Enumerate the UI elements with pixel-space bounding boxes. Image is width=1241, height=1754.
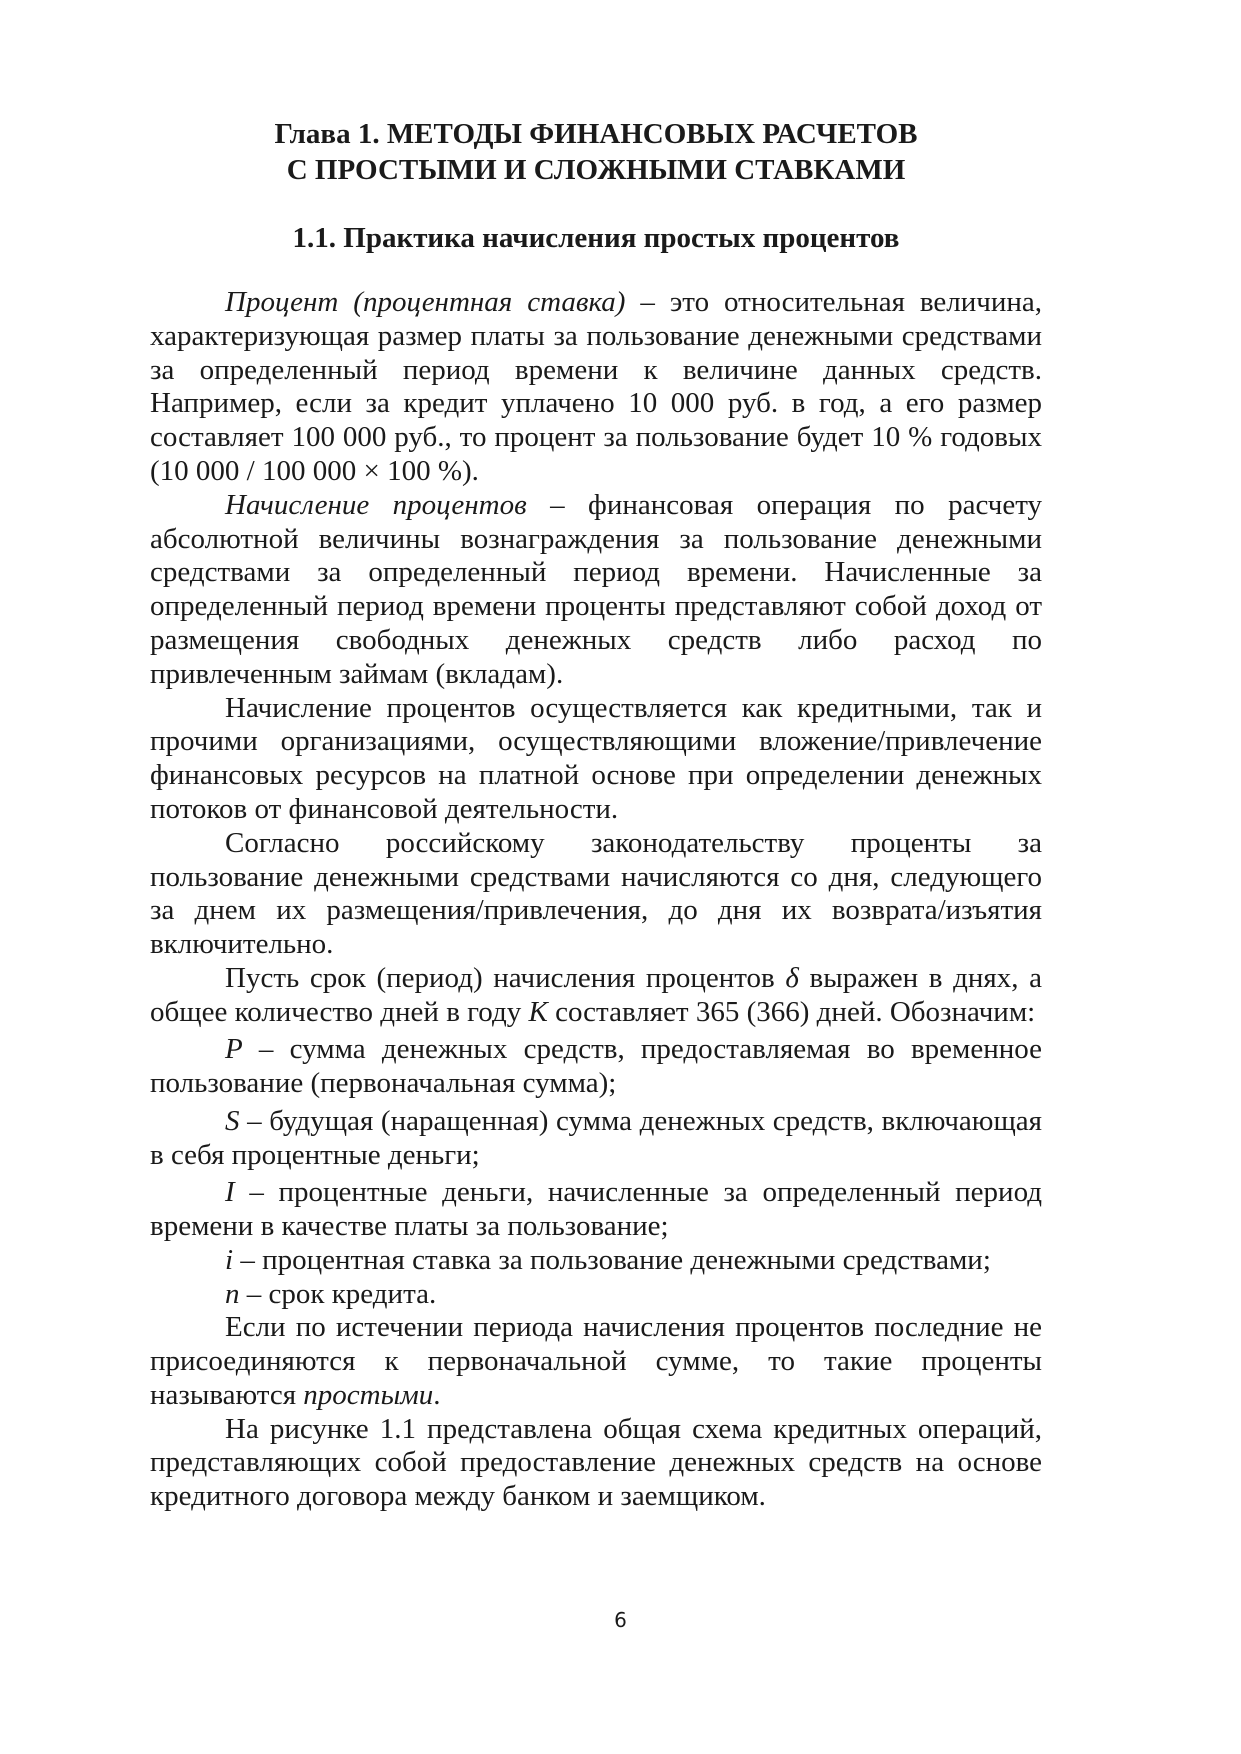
paragraph-percent-definition [150,286,1042,489]
paragraph-notation-intro [150,962,1042,1030]
definition-text: – будущая (наращенная) сумма денежных средств, включающая в себя процентные деньги; [150,1104,1042,1171]
term-accrual: Начисление процентов [225,488,527,521]
paragraph-text: составляет 365 (366) дней. Обозначим: [547,995,1036,1028]
body-text [150,286,1042,1514]
paragraph-accrual-definition [150,489,1042,692]
symbol-delta: δ [785,961,799,994]
definition-s [150,1105,1042,1173]
symbol-n: n [225,1277,240,1310]
definition-text: – срок кредита. [239,1277,437,1310]
chapter-title-line-1: Глава 1. МЕТОДЫ ФИНАНСОВЫХ РАСЧЕТОВ [274,118,918,150]
chapter-title-line-2: С ПРОСТЫМИ И СЛОЖНЫМИ СТАВКАМИ [286,154,906,186]
paragraph-text: Если по истечении периода начисления процентов последние не присоединяются к первоначальной сумме, то такие проценты называются [150,1311,1042,1411]
definition-text: – процентная ставка за пользование денежными средствами; [233,1243,991,1276]
symbol-k: K [528,995,548,1028]
symbol-p: P [225,1033,243,1066]
paragraph-text: выражен в днях, а общее количество дней в году [150,961,1042,1028]
symbol-s: S [225,1104,240,1137]
definition-p [150,1033,1042,1101]
definition-i-rate [150,1244,1042,1278]
paragraph-legislation: Согласно российскому законодательству проценты за пользование денежными средствами начисляются со дня, следующего за днем их размещения/привлечения, до дня их возврата/изъятия включительно. [150,826,1042,961]
paragraph-text: – это относительная величина, характеризующая размер платы за пользование денежными средствами за определенный период времени к величине данных средств. Например, если за кредит уплачено 10 000 руб. в год, а его размер составляет 100 000 руб., то процент за пользование будет 10 % годовых (10 000 / 100 000 × 100 %). [150,286,1043,487]
paragraph-text: . [433,1378,441,1411]
symbol-i-capital: I [225,1176,235,1209]
symbol-i-rate: i [225,1243,234,1276]
section-title: 1.1. Практика начисления простых процентов [292,222,900,254]
paragraph-figure-reference: На рисунке 1.1 представлена общая схема кредитных операций, представляющих собой предоставление денежных средств на основе кредитного договора между банком и заемщиком. [150,1412,1042,1513]
definition-i-capital [150,1176,1042,1244]
paragraph-text: – финансовая операция по расчету абсолютной величины вознаграждения за пользование денежными средствами за определенный период времени. Начисленные за определенный период времени проценты представляют собой доход от размещения свободных денежных средств либо расход по привлеченным займам (вкладам). [150,488,1042,690]
paragraph-text: Пусть срок (период) начисления процентов [225,961,786,994]
paragraph-accrual-organizations: Начисление процентов осуществляется как кредитными, так и прочими организациями, осуществляющими вложение/привлечение финансовых ресурсов на платной основе при определении денежных потоков от финансовой деятельности. [150,691,1042,825]
chapter-title [150,116,1042,188]
definition-n [150,1278,1042,1312]
definition-text: – процентные деньги, начисленные за определенный период времени в качестве платы за пользование; [150,1176,1042,1242]
term-simple: простыми [303,1378,434,1411]
page-number: 6 [614,1608,627,1632]
term-percent: Процент (процентная ставка) [225,286,626,318]
paragraph-simple-interest [150,1311,1042,1412]
definition-text: – сумма денежных средств, предоставляемая во временное пользование (первоначальная сумма); [150,1033,1042,1100]
